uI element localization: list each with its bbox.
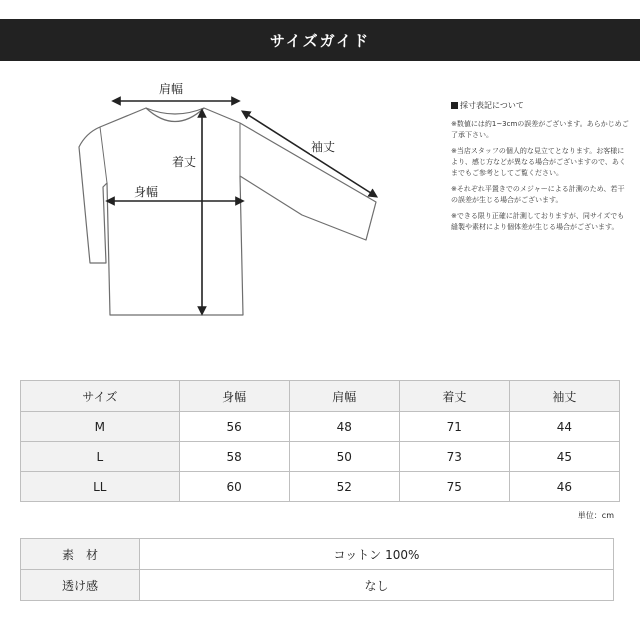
table-row bbox=[21, 570, 614, 601]
length-label: 着丈 bbox=[172, 155, 197, 169]
header-cell-width: 身幅 bbox=[179, 381, 289, 412]
header-cell-length: 着丈 bbox=[399, 381, 509, 412]
table-cell: 58 bbox=[179, 442, 289, 472]
header-cell-shoulder: 肩幅 bbox=[289, 381, 399, 412]
table-row bbox=[21, 412, 620, 442]
header-bar bbox=[0, 19, 640, 61]
square-bullet-icon bbox=[451, 102, 458, 109]
material-table bbox=[20, 538, 614, 601]
notes-title: 採寸表記について bbox=[451, 100, 631, 111]
table-cell: M bbox=[21, 412, 180, 442]
material-value: コットン 100% bbox=[140, 539, 614, 570]
table-row bbox=[21, 539, 614, 570]
page-title: サイズガイド bbox=[269, 31, 371, 50]
table-cell: 75 bbox=[399, 472, 509, 502]
table-cell: 71 bbox=[399, 412, 509, 442]
garment-diagram bbox=[60, 75, 400, 325]
table-cell: LL bbox=[21, 472, 180, 502]
table-cell: 46 bbox=[509, 472, 619, 502]
table-row bbox=[21, 472, 620, 502]
table-cell: L bbox=[21, 442, 180, 472]
sleeve-label: 袖丈 bbox=[311, 140, 336, 154]
unit-label: 単位：cm bbox=[577, 511, 614, 520]
table-cell: 52 bbox=[289, 472, 399, 502]
header-cell-sleeve: 袖丈 bbox=[509, 381, 619, 412]
shoulder-label: 肩幅 bbox=[159, 82, 184, 96]
note-item: ※数値には約1~3cmの誤差がございます。あらかじめご了承下さい。 bbox=[451, 120, 629, 139]
table-header-row bbox=[21, 381, 620, 412]
sheerness-value: なし bbox=[140, 570, 614, 601]
note-item: ※当店スタッフの個人的な見立てとなります。お客様により、感じ方などが異なる場合がございますので、あくまでもご参考としてご覧ください。 bbox=[451, 147, 626, 177]
header-cell-size: サイズ bbox=[21, 381, 180, 412]
long-sleeve-shirt-illustration bbox=[60, 75, 400, 325]
material-label: 素 材 bbox=[21, 539, 140, 570]
note-item: ※できる限り正確に計測しておりますが、同サイズでも縫製や素材により個体差が生じる場合がございます。 bbox=[451, 212, 625, 231]
table-cell: 44 bbox=[509, 412, 619, 442]
table-cell: 48 bbox=[289, 412, 399, 442]
table-cell: 73 bbox=[399, 442, 509, 472]
table-row bbox=[21, 442, 620, 472]
sheerness-label: 透け感 bbox=[21, 570, 140, 601]
measurement-notes bbox=[451, 100, 631, 238]
note-item: ※それぞれ平置きでのメジャーによる計測のため、若干の誤差が生じる場合がございます。 bbox=[451, 185, 625, 204]
table-cell: 56 bbox=[179, 412, 289, 442]
table-cell: 50 bbox=[289, 442, 399, 472]
table-cell: 45 bbox=[509, 442, 619, 472]
width-label: 身幅 bbox=[134, 185, 159, 199]
size-table bbox=[20, 380, 620, 502]
table-cell: 60 bbox=[179, 472, 289, 502]
